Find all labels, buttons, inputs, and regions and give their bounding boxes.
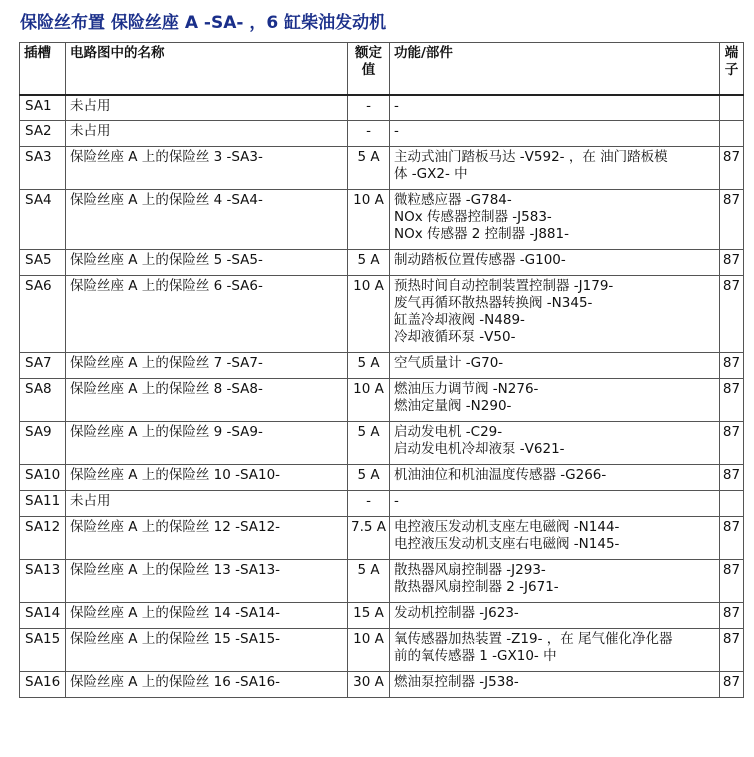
terminal-cell: 87 <box>720 250 744 276</box>
header-terminal-line2: 子 <box>724 62 739 78</box>
rating-cell: 15 A <box>348 603 390 629</box>
circuit-name-cell: 保险丝座 A 上的保险丝 6 -SA6- <box>66 276 348 353</box>
slot-cell: SA7 <box>20 353 66 379</box>
table-row <box>20 276 744 353</box>
table-row <box>20 422 744 465</box>
table-row <box>20 353 744 379</box>
header-name: 电路图中的名称 <box>66 43 348 95</box>
function-cell <box>390 603 720 629</box>
slot-cell: SA1 <box>20 95 66 121</box>
table-row <box>20 517 744 560</box>
function-line: 燃油压力调节阀 -N276- <box>394 381 539 397</box>
rating-cell: 30 A <box>348 672 390 698</box>
function-cell <box>390 672 720 698</box>
function-cell <box>390 250 720 276</box>
function-line: - <box>394 97 399 114</box>
function-line: - <box>394 493 399 509</box>
table-row <box>20 250 744 276</box>
rating-cell: 5 A <box>348 422 390 465</box>
function-cell <box>390 276 720 353</box>
function-line: 主动式油门踏板马达 -V592- ，在 油门踏板模 <box>394 149 668 165</box>
terminal-cell: 87 <box>720 672 744 698</box>
circuit-name-cell: 保险丝座 A 上的保险丝 15 -SA15- <box>66 629 348 672</box>
function-line: 冷却液循环泵 -V50- <box>394 329 516 345</box>
page-title: 保险丝布置 保险丝座 A -SA- ，6 缸柴油发动机 <box>20 13 387 33</box>
function-cell <box>390 147 720 190</box>
slot-cell: SA6 <box>20 276 66 353</box>
rating-cell: 5 A <box>348 465 390 491</box>
rating-cell: - <box>348 95 390 121</box>
terminal-cell: 87 <box>720 629 744 672</box>
rating-cell: 10 A <box>348 276 390 353</box>
function-line: 电控液压发动机支座左电磁阀 -N144- <box>394 519 620 535</box>
slot-cell: SA9 <box>20 422 66 465</box>
circuit-name-cell: 保险丝座 A 上的保险丝 9 -SA9- <box>66 422 348 465</box>
rating-cell: 7.5 A <box>348 517 390 560</box>
header-rating-line1: 额定 <box>355 45 382 61</box>
header-terminal-line1: 端 <box>724 45 739 61</box>
circuit-name-cell: 保险丝座 A 上的保险丝 4 -SA4- <box>66 190 348 250</box>
table-header-row <box>20 43 744 95</box>
function-line: 电控液压发动机支座右电磁阀 -N145- <box>394 536 620 552</box>
terminal-cell: 87 <box>720 147 744 190</box>
circuit-name-cell: 保险丝座 A 上的保险丝 13 -SA13- <box>66 560 348 603</box>
function-cell <box>390 190 720 250</box>
function-cell <box>390 422 720 465</box>
function-line: 启动发电机冷却液泵 -V621- <box>394 441 565 457</box>
function-cell <box>390 491 720 517</box>
rating-cell: 5 A <box>348 147 390 190</box>
table-row <box>20 147 744 190</box>
terminal-cell: 87 <box>720 276 744 353</box>
rating-cell: 5 A <box>348 250 390 276</box>
terminal-cell: 87 <box>720 560 744 603</box>
slot-cell: SA10 <box>20 465 66 491</box>
function-cell <box>390 465 720 491</box>
table-row <box>20 121 744 147</box>
function-line: 预热时间自动控制装置控制器 -J179- <box>394 278 614 294</box>
function-line: 发动机控制器 -J623- <box>394 605 519 621</box>
function-line: 制动踏板位置传感器 -G100- <box>394 252 566 268</box>
circuit-name-cell: 未占用 <box>66 121 348 147</box>
fuse-table <box>19 42 744 698</box>
header-slot: 插槽 <box>20 43 66 95</box>
function-line: 废气再循环散热器转换阀 -N345- <box>394 295 593 311</box>
function-line: 氧传感器加热装置 -Z19- ，在 尾气催化净化器 <box>394 631 673 647</box>
slot-cell: SA14 <box>20 603 66 629</box>
terminal-cell: 87 <box>720 603 744 629</box>
function-line: 体 -GX2- 中 <box>394 166 468 182</box>
circuit-name-cell: 保险丝座 A 上的保险丝 7 -SA7- <box>66 353 348 379</box>
circuit-name-cell: 保险丝座 A 上的保险丝 10 -SA10- <box>66 465 348 491</box>
slot-cell: SA12 <box>20 517 66 560</box>
function-cell <box>390 517 720 560</box>
table-row <box>20 190 744 250</box>
function-line: NOx 传感器控制器 -J583- <box>394 209 552 225</box>
circuit-name-cell: 保险丝座 A 上的保险丝 5 -SA5- <box>66 250 348 276</box>
function-cell <box>390 121 720 147</box>
rating-cell: 10 A <box>348 379 390 422</box>
function-line: 燃油泵控制器 -J538- <box>394 674 519 690</box>
function-line: 空气质量计 -G70- <box>394 355 504 371</box>
function-line: - <box>394 123 399 139</box>
circuit-name-cell: 未占用 <box>66 491 348 517</box>
circuit-name-cell: 保险丝座 A 上的保险丝 8 -SA8- <box>66 379 348 422</box>
table-row <box>20 379 744 422</box>
rating-cell: - <box>348 491 390 517</box>
circuit-name-cell: 保险丝座 A 上的保险丝 16 -SA16- <box>66 672 348 698</box>
function-cell <box>390 629 720 672</box>
slot-cell: SA4 <box>20 190 66 250</box>
header-rating <box>348 43 390 95</box>
function-line: 机油油位和机油温度传感器 -G266- <box>394 467 607 483</box>
function-line: 散热器风扇控制器 -J293- <box>394 562 546 578</box>
slot-cell: SA16 <box>20 672 66 698</box>
table-row <box>20 629 744 672</box>
header-terminal <box>720 43 744 95</box>
function-line: 微粒感应器 -G784- <box>394 192 512 208</box>
rating-cell: 10 A <box>348 190 390 250</box>
slot-cell: SA2 <box>20 121 66 147</box>
rating-cell: 5 A <box>348 560 390 603</box>
rating-cell: - <box>348 121 390 147</box>
function-line: 缸盖冷却液阀 -N489- <box>394 312 525 328</box>
slot-cell: SA3 <box>20 147 66 190</box>
function-cell <box>390 353 720 379</box>
slot-cell: SA5 <box>20 250 66 276</box>
terminal-cell: 87 <box>720 517 744 560</box>
slot-cell: SA8 <box>20 379 66 422</box>
terminal-cell: 87 <box>720 379 744 422</box>
header-rating-line2: 值 <box>361 62 376 78</box>
terminal-cell: 87 <box>720 190 744 250</box>
terminal-cell <box>720 491 744 517</box>
function-line: 散热器风扇控制器 2 -J671- <box>394 579 559 595</box>
table-row <box>20 95 744 121</box>
slot-cell: SA11 <box>20 491 66 517</box>
function-line: 燃油定量阀 -N290- <box>394 398 512 414</box>
function-cell <box>390 95 720 121</box>
rating-cell: 10 A <box>348 629 390 672</box>
header-function: 功能/部件 <box>390 43 720 95</box>
slot-cell: SA13 <box>20 560 66 603</box>
circuit-name-cell: 未占用 <box>66 95 348 121</box>
circuit-name-cell: 保险丝座 A 上的保险丝 3 -SA3- <box>66 147 348 190</box>
slot-cell: SA15 <box>20 629 66 672</box>
function-cell <box>390 560 720 603</box>
table-row <box>20 672 744 698</box>
terminal-cell <box>720 95 744 121</box>
function-cell <box>390 379 720 422</box>
table-row <box>20 465 744 491</box>
terminal-cell: 87 <box>720 422 744 465</box>
table-row <box>20 560 744 603</box>
rating-cell: 5 A <box>348 353 390 379</box>
terminal-cell: 87 <box>720 353 744 379</box>
function-line: 启动发电机 -C29- <box>394 424 503 440</box>
terminal-cell <box>720 121 744 147</box>
table-row <box>20 603 744 629</box>
function-line: 前的氧传感器 1 -GX10- 中 <box>394 648 557 664</box>
circuit-name-cell: 保险丝座 A 上的保险丝 12 -SA12- <box>66 517 348 560</box>
function-line: NOx 传感器 2 控制器 -J881- <box>394 226 569 242</box>
terminal-cell: 87 <box>720 465 744 491</box>
table-row <box>20 491 744 517</box>
circuit-name-cell: 保险丝座 A 上的保险丝 14 -SA14- <box>66 603 348 629</box>
